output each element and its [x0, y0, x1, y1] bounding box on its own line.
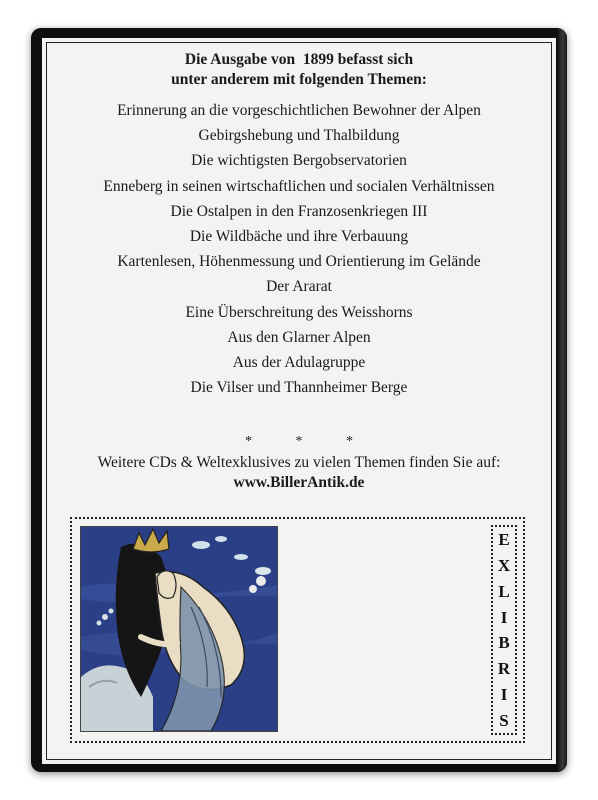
separator-stars: * * *: [245, 434, 373, 450]
topic-item: Aus den Glarner Alpen: [227, 328, 371, 346]
topic-item: Kartenlesen, Höhenmessung und Orientierung im Gelände: [117, 253, 481, 271]
topic-item: Die Ostalpen in den Franzosenkriegen III: [170, 202, 428, 220]
exlibris-letter: S: [499, 710, 509, 730]
topic-item: Eine Überschreitung des Weisshorns: [185, 303, 413, 321]
topic-item: Gebirgshebung und Thalbildung: [198, 127, 400, 145]
topic-item: Die Wildbäche und ihre Verbauung: [189, 228, 409, 246]
exlibris-letter: I: [500, 607, 508, 627]
exlibris-letter: B: [498, 633, 510, 653]
topic-item: Enneberg in seinen wirtschaftlichen und socialen Verhältnissen: [103, 177, 495, 195]
heading-line-2: unter anderem mit folgenden Themen:: [171, 71, 427, 88]
exlibris-letter: X: [497, 556, 511, 576]
art-nouveau-illustration: [80, 526, 278, 732]
exlibris-letter: L: [498, 581, 510, 601]
topic-item: Erinnerung an die vorgeschichtlichen Bewohner der Alpen: [117, 102, 481, 119]
topic-item: Die Vilser und Thannheimer Berge: [190, 379, 408, 397]
exlibris-vertical-label: [491, 525, 517, 735]
topic-item: Aus der Adulagruppe: [232, 354, 366, 372]
website-link[interactable]: www.BillerAntik.de: [233, 474, 365, 492]
exlibris-letter: E: [498, 530, 510, 550]
case-edge-highlight: [557, 28, 567, 772]
topics-list: [42, 98, 556, 400]
exlibris-letter: R: [497, 659, 511, 679]
back-cover-content: [42, 38, 556, 493]
topic-item: Die wichtigsten Bergobservatorien: [191, 152, 407, 170]
exlibris-bookplate: [70, 517, 525, 743]
heading-line-1: Die Ausgabe von 1899 befasst sich: [184, 51, 414, 68]
topic-item: Der Ararat: [266, 278, 332, 296]
exlibris-letter: I: [500, 684, 508, 704]
promo-text: Weitere CDs & Weltexklusives zu vielen Themen finden Sie auf:: [97, 454, 501, 472]
heading: [42, 50, 556, 90]
